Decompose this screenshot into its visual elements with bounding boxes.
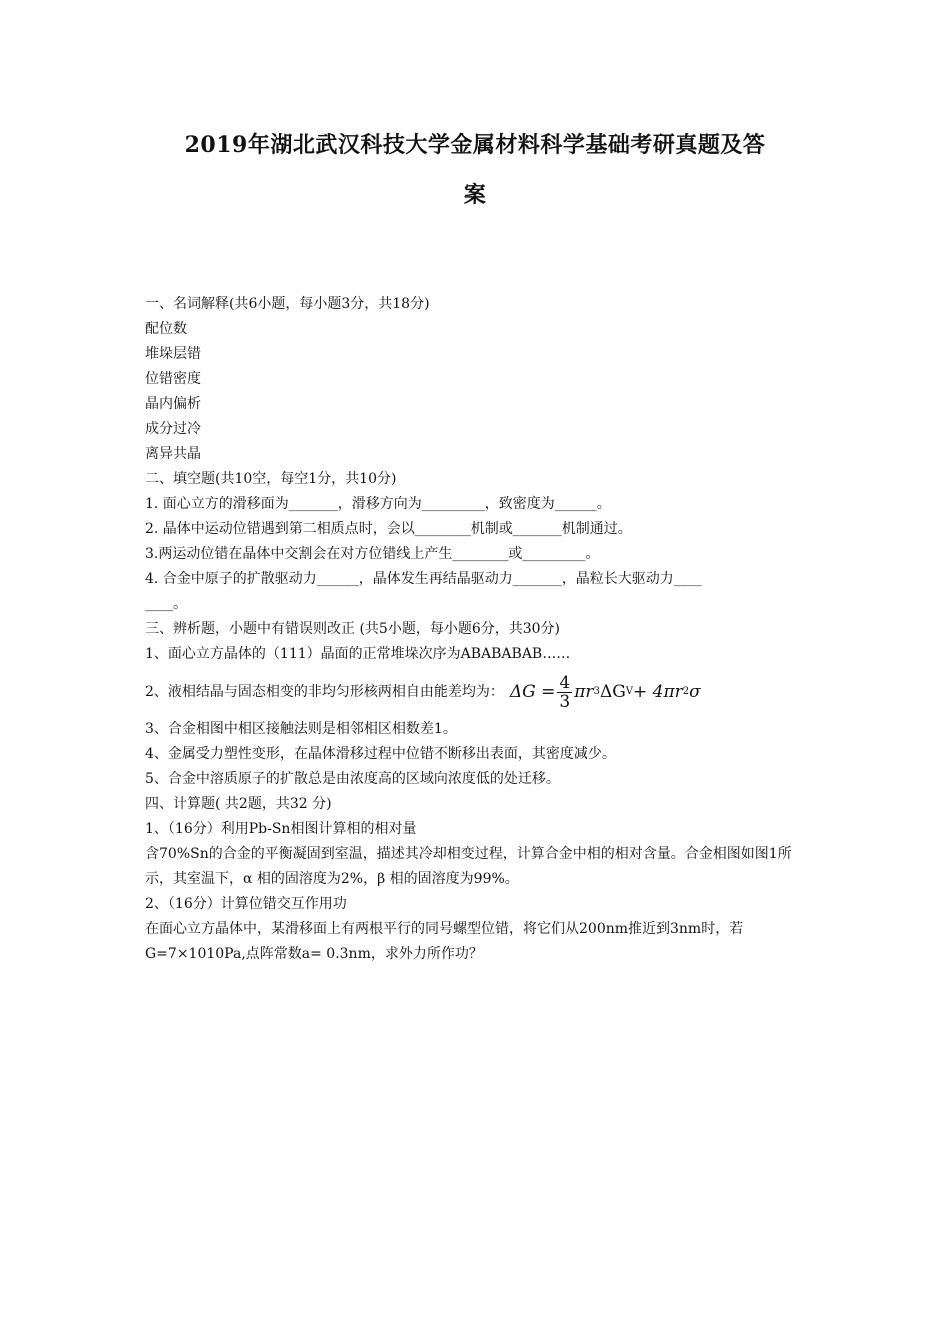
analysis-question-2 [145,667,815,717]
formula-term: σ [689,682,701,702]
term-item: 配位数 [145,321,187,337]
formula-exponent: 3 [593,686,600,697]
calc-question-2-body: 在面心立方晶体中，某滑移面上有两根平行的同号螺型位错，将它们从200nm推近到3nm时，若G=7×1010Pa,点阵常数a= 0.3nm，求外力所作功？ [145,921,744,962]
calc-question-1-body: 含70%Sn的合金的平衡凝固到室温，描述其冷却相变过程，计算合金中相的相对含量。合金相图如图1所示，其室温下，α 相的固溶度为2%，β 相的固溶度为99%。 [145,846,792,887]
fraction-numerator: 4 [559,672,571,693]
term-item: 离异共晶 [145,446,201,462]
fraction-denominator: 3 [559,691,571,712]
formula-lhs: ΔG = [509,682,556,702]
fill-question-4: 4. 合金中原子的扩散驱动力______，晶体发生再结晶驱动力_______，晶粒长大驱动力____ [145,571,702,587]
analysis-question-2-text: 2、液相结晶与固态相变的非均匀形核两相自由能差均为： [145,684,504,700]
analysis-question-5: 5、合金中溶质原子的扩散总是由浓度高的区域向浓度低的处迁移。 [145,771,560,787]
formula-term: ΔG [599,682,626,702]
section1-heading: 一、名词解释(共6小题，每小题3分，共18分) [145,296,430,312]
fill-question-3: 3.两运动位错在晶体中交割会在对方位错线上产生________或_________。 [145,546,600,562]
document-body [145,292,815,967]
formula-term: πr [574,682,594,702]
fill-question-4-continued: ____。 [145,596,187,612]
section4-heading: 四、计算题( 共2题，共32 分) [145,796,332,812]
fill-question-2: 2. 晶体中运动位错遇到第二相质点时，会以________机制或_______机制通过。 [145,521,632,537]
term-item: 成分过冷 [145,421,201,437]
term-item: 晶内偏析 [145,396,201,412]
analysis-question-3: 3、合金相图中相区接触法则是相邻相区相数差1。 [145,721,457,737]
formula-fraction [557,674,572,711]
document-title-line1: 2019年湖北武汉科技大学金属材料科学基础考研真题及答 [184,132,766,158]
analysis-question-1: 1、面心立方晶体的（111）晶面的正常堆垛次序为ABABABAB…… [145,646,571,662]
fill-question-1: 1. 面心立方的滑移面为_______，滑移方向为_________，致密度为______。 [145,496,611,512]
term-item: 位错密度 [145,371,201,387]
formula-subscript: V [625,686,634,697]
formula-term: + 4πr [633,682,683,702]
calc-question-1: 1、（16分）利用Pb-Sn相图计算相的相对量 [145,821,417,837]
analysis-question-4: 4、金属受力塑性变形，在晶体滑移过程中位错不断移出表面，其密度减少。 [145,746,616,762]
formula-exponent: 2 [682,686,690,697]
free-energy-formula [510,667,701,717]
section3-heading: 三、辨析题，小题中有错误则改正 (共5小题，每小题6分，共30分) [145,621,561,637]
section2-heading: 二、填空题(共10空，每空1分，共10分) [145,471,397,487]
document-title-line2: 案 [463,182,487,208]
term-item: 堆垛层错 [145,346,201,362]
calc-question-2: 2、（16分）计算位错交互作用功 [145,896,347,912]
